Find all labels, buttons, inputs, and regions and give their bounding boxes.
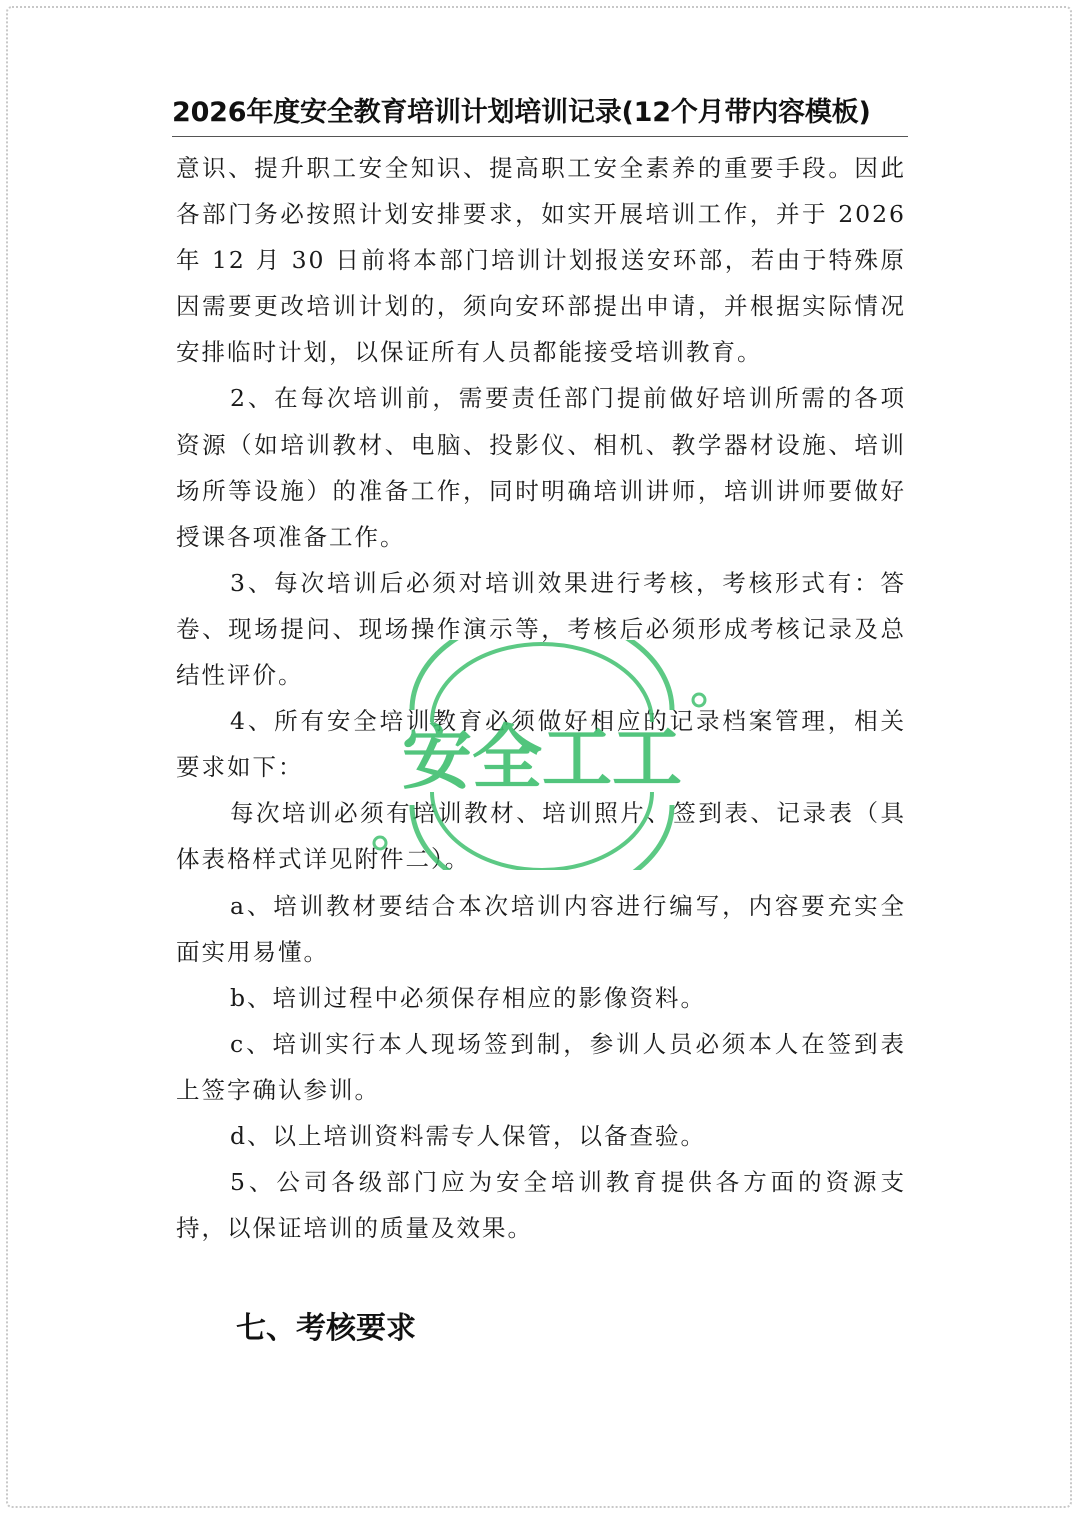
paragraph-item-a: a、培训教材要结合本次培训内容进行编写，内容要充实全面实用易懂。	[176, 891, 906, 966]
paragraph-item-c: c、培训实行本人现场签到制，参训人员必须本人在签到表上签字确认参训。	[176, 1029, 906, 1104]
document-title: 2026年度安全教育培训计划培训记录(12个月带内容模板)	[172, 97, 871, 128]
paragraph-item-3: 3、每次培训后必须对培训效果进行考核，考核形式有：答卷、现场提问、现场操作演示等，考核后必须形成考核记录及总结性评价。	[176, 568, 906, 690]
paragraph-records: 每次培训必须有培训教材、培训照片、签到表、记录表（具体表格样式详见附件二）。	[176, 799, 906, 874]
paragraph-continuation: 意识、提升职工安全知识、提高职工安全素养的重要手段。因此各部门务必按照计划安排要求，如实开展培训工作，并于 2026 年 12 月 30 日前将本部门培训计划报送安环部，若由于特殊原因需要更改培训计划的，须向安环部提出申请，并根据实际情况安排临时计划，以保证所有人员都能接受培训教育。	[176, 154, 906, 367]
section-heading: 七、考核要求	[236, 1311, 416, 1346]
paragraph-item-2: 2、在每次培训前，需要责任部门提前做好培训所需的各项资源（如培训教材、电脑、投影仪、相机、教学器材设施、培训场所等设施）的准备工作，同时明确培训讲师，培训讲师要做好授课各项准备工作。	[176, 384, 906, 551]
watermark-text: 安全工工	[402, 717, 682, 799]
paragraph-item-b: b、培训过程中必须保存相应的影像资料。	[230, 983, 707, 1012]
paragraph-item-4: 4、所有安全培训教育必须做好相应的记录档案管理，相关要求如下：	[176, 707, 906, 782]
page-header	[172, 93, 908, 137]
paragraph-item-5: 5、公司各级部门应为安全培训教育提供各方面的资源支持，以保证培训的质量及效果。	[176, 1168, 906, 1243]
paragraph-item-d: d、以上培训资料需专人保管，以备查验。	[230, 1121, 707, 1150]
body-text	[176, 145, 906, 1251]
